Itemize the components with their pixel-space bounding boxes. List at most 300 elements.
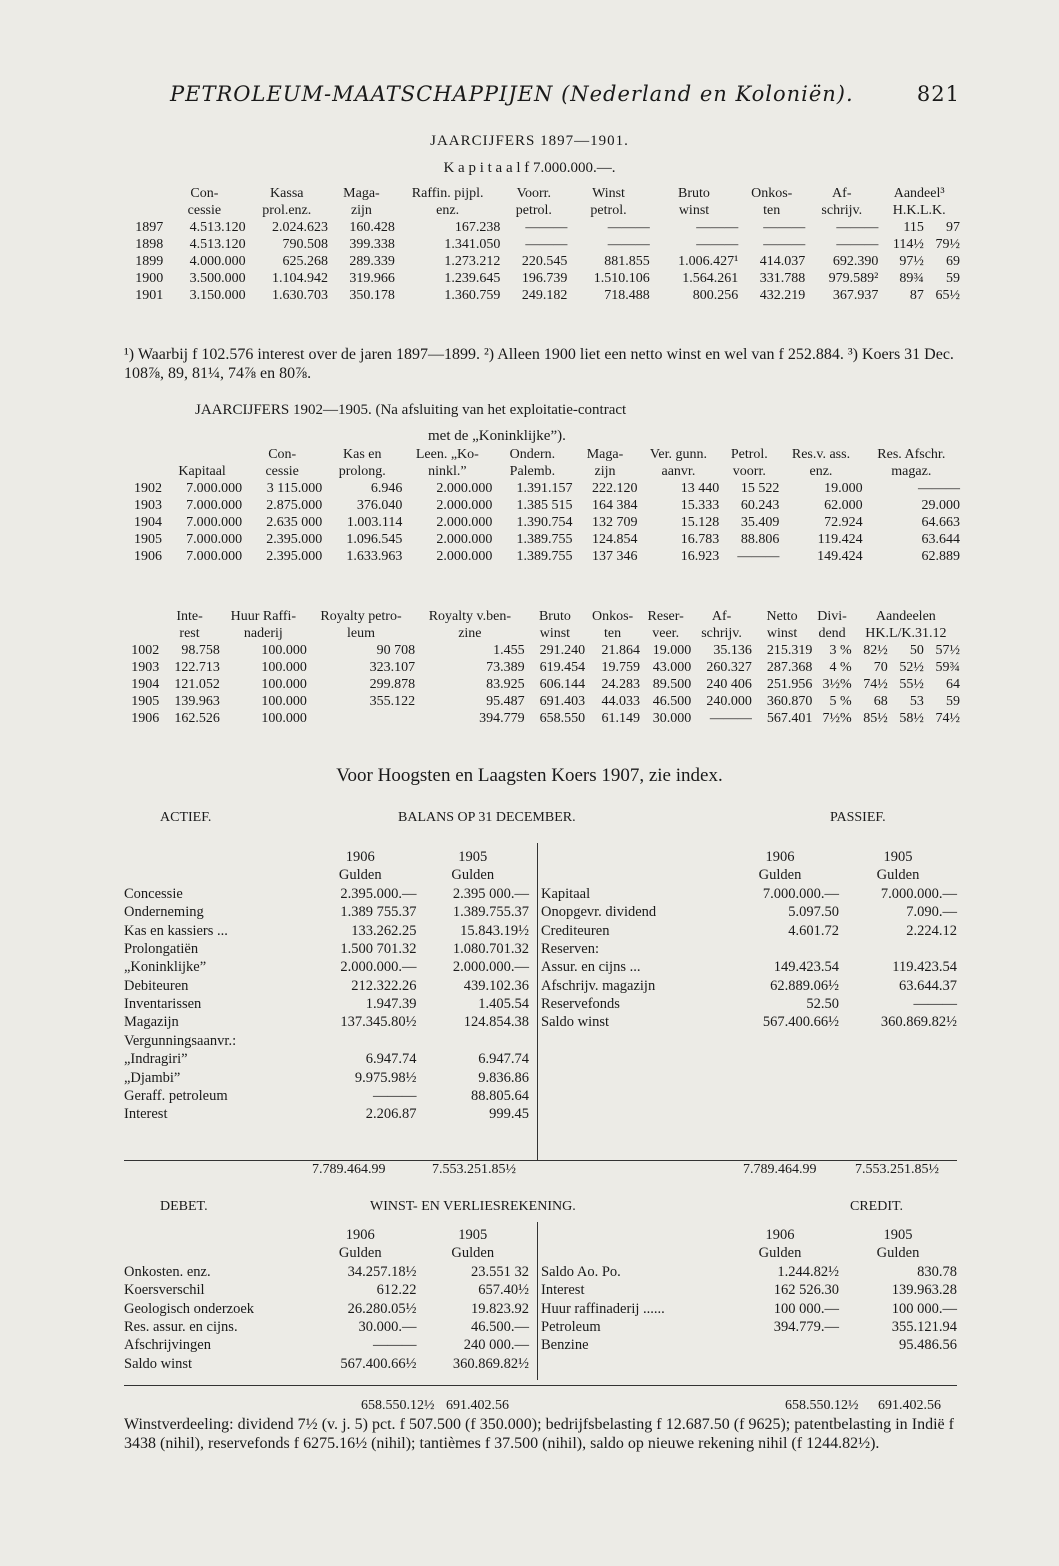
table-cell: 2.000.000 [436, 548, 493, 564]
table-cell: 55½ [899, 676, 924, 692]
table-cell: 162 526.30 [773, 1282, 839, 1299]
table-cell: Magazijn [124, 1014, 179, 1031]
table-cell: 658.550 [539, 710, 586, 726]
table-cell: Huur Raffi- [230, 608, 297, 624]
ledger-row [541, 903, 957, 921]
table-cell [124, 866, 304, 884]
section1-note: ¹) Waarbij f 102.576 interest over de jaren 1897—1899. ²) Alleen 1900 liet een netto winst en wel van f 252.884. ³) Koers 31 Dec. 108⅞, 89, 81¼, 74⅞ en 80⅞. [124, 346, 954, 382]
table-cell [541, 866, 721, 884]
table-cell: 691.403 [539, 693, 586, 709]
table-cell: 160.428 [349, 219, 395, 235]
table-cell: Bruto [678, 185, 710, 201]
ledger-header-row [541, 1226, 957, 1244]
table-cell: zijn [350, 202, 372, 218]
table-cell: 7.000.000 [186, 514, 243, 530]
table-cell: 399.338 [349, 236, 395, 252]
table-cell: 1.389 755.37 [340, 904, 417, 921]
table-cell: Gulden [758, 867, 802, 884]
table-cell: 137.345.80½ [340, 1014, 417, 1031]
table-cell: 299.878 [369, 676, 416, 692]
table-cell [721, 940, 839, 958]
ledger-row [541, 995, 957, 1013]
table-cell: 95.486.56 [899, 1337, 957, 1354]
table-cell: 2.000.000 [436, 531, 493, 547]
table-cell: 59 [946, 270, 960, 286]
table-cell [541, 1244, 721, 1262]
table-cell: aanvr. [661, 463, 696, 479]
table-cell: 196.739 [521, 270, 568, 286]
table-cell: 360.869.82½ [880, 1014, 957, 1031]
table-cell: 15.128 [680, 514, 720, 530]
table-cell: 115 [903, 219, 924, 235]
table-cell: 100.000 [261, 642, 307, 658]
table-cell: 289.339 [349, 253, 395, 269]
table-cell: 1906 [134, 548, 163, 564]
table-cell: 132 709 [592, 514, 638, 530]
table-cell: rest [179, 625, 200, 641]
table-cell: 360.870 [766, 693, 813, 709]
table-cell: Maga- [586, 446, 624, 462]
table-cell: 1.006.427¹ [678, 253, 739, 269]
table-cell: 260.327 [706, 659, 752, 675]
table-cell: 5.097.50 [788, 904, 839, 921]
table-cell: 240 406 [706, 676, 752, 692]
ledger-row [124, 1014, 529, 1032]
ledger-row [124, 995, 529, 1013]
table-cell: 19.000 [652, 642, 692, 658]
table-cell: 1899 [135, 253, 164, 269]
table-cell: Palemb. [509, 463, 556, 479]
balans-actief-table [124, 848, 529, 1124]
table-cell: Voorr. [516, 185, 552, 201]
table-cell: Koersverschil [124, 1282, 205, 1299]
table-cell: 122.713 [174, 659, 220, 675]
table-cell: Aandeelen [875, 608, 936, 624]
table-cell: 89¾ [899, 270, 924, 286]
table-row [122, 270, 960, 287]
table-cell: 1.510.106 [593, 270, 650, 286]
table-cell: Winst [592, 185, 625, 201]
table-cell: Maga- [343, 185, 380, 201]
table-cell [122, 608, 159, 625]
ledger-row [124, 1263, 529, 1281]
table-cell [839, 940, 957, 958]
table-cell: 62.889 [921, 548, 960, 564]
table-cell: 46.500.— [471, 1318, 529, 1335]
table-cell: veer. [652, 625, 680, 641]
table-cell: 350.178 [349, 287, 395, 303]
balans-total-right-1905: 7.553.251.85½ [855, 1162, 939, 1177]
page-number: 821 [916, 82, 960, 106]
table-cell: Gulden [451, 1245, 495, 1262]
table-cell: Kapitaal [178, 463, 226, 479]
table-cell: 1.003.114 [346, 514, 403, 530]
table-cell: ——— [836, 219, 879, 235]
table-cell: 1.391.157 [516, 480, 573, 496]
table-cell [122, 446, 162, 463]
table-cell: Interest [541, 1282, 585, 1299]
balans-passief-table [541, 848, 957, 1032]
table-cell: 790.508 [282, 236, 328, 252]
table-cell: 15.333 [680, 497, 720, 513]
table-cell [124, 1244, 304, 1262]
table-cell: 1905 [134, 531, 163, 547]
table-cell: 133.262.25 [351, 922, 417, 939]
table-cell: 72.924 [824, 514, 863, 530]
table-cell: 52.50 [806, 996, 839, 1013]
table-cell: magaz. [891, 463, 932, 479]
page-header [170, 82, 960, 106]
table-cell: 4.513.120 [189, 236, 246, 252]
table-cell: 43.000 [652, 659, 692, 675]
table-cell: Vergunningsaanvr.: [124, 1032, 237, 1049]
table-cell: 1002 [131, 642, 160, 658]
table-cell: Afschrijvingen [124, 1337, 211, 1354]
winst-total-left-1905: 691.402.56 [446, 1398, 509, 1413]
table-cell: Benzine [541, 1337, 589, 1354]
table-cell: Geraff. petroleum [124, 1088, 228, 1105]
header-subtitle: (Nederland en Koloniën). [561, 82, 854, 106]
table-cell: 100 000.— [891, 1300, 957, 1317]
table-cell: 100.000 [261, 710, 307, 726]
table-cell: 367.937 [832, 287, 879, 303]
table-cell: 16.923 [680, 548, 720, 564]
table-cell: Debiteuren [124, 977, 189, 994]
winst-total-right-1905: 691.402.56 [878, 1398, 941, 1413]
table-cell: Petrol. [730, 446, 768, 462]
table-cell [304, 1032, 417, 1050]
table-cell: 1.104.942 [271, 270, 328, 286]
table-cell: 100.000 [261, 659, 307, 675]
table-cell: 1901 [135, 287, 164, 303]
table-cell: Af- [711, 608, 732, 624]
table-cell: 2.000.000.— [340, 959, 417, 976]
ledger-row [124, 1032, 529, 1050]
table-cell: 44.033 [601, 693, 641, 709]
ledger-row [124, 903, 529, 921]
table-header-row [122, 185, 960, 202]
table-row [122, 514, 960, 531]
header-title: PETROLEUM-MAATSCHAPPIJEN [170, 82, 554, 106]
table-cell: Af- [832, 185, 852, 201]
table-cell: 999.45 [489, 1106, 529, 1123]
table-cell: 82½ [863, 642, 888, 658]
table-cell: naderij [243, 625, 283, 641]
table-cell: 139.963 [174, 693, 220, 709]
table-row [122, 531, 960, 548]
table-cell: schrijv. [821, 202, 863, 218]
table-cell: 1903 [134, 497, 163, 513]
table-cell: 1904 [131, 676, 160, 692]
table-cell: 21.864 [601, 642, 641, 658]
table-cell: 881.855 [604, 253, 650, 269]
ledger-row [541, 1300, 957, 1318]
table-cell: 26.280.05½ [347, 1300, 417, 1317]
table-cell: Reservefonds [541, 996, 620, 1013]
table-cell: 58½ [899, 710, 924, 726]
table-cell: 222.120 [592, 480, 638, 496]
table-cell: 15 522 [740, 480, 780, 496]
table-cell: 3½% [822, 676, 852, 692]
table-cell: 1903 [131, 659, 160, 675]
balans-total-right-1906: 7.789.464.99 [743, 1162, 817, 1177]
table-cell: 2.395 000.— [452, 885, 529, 902]
table-cell: 69 [946, 253, 960, 269]
table-cell: 1.360.759 [444, 287, 501, 303]
table-cell: 35.136 [713, 642, 752, 658]
table-cell: ten [763, 202, 781, 218]
table-cell: 167.238 [454, 219, 501, 235]
table-cell: „Djambi” [124, 1069, 181, 1086]
table-cell: 1.389.755 [516, 531, 573, 547]
table-cell: 7.000.000.— [880, 885, 957, 902]
ledger-row [124, 922, 529, 940]
table-cell: 73.389 [486, 659, 525, 675]
section2-footer: Voor Hoogsten en Laagsten Koers 1907, zie index. [336, 765, 723, 786]
table-cell: Saldo winst [541, 1014, 610, 1031]
table-cell: 7.000.000 [186, 497, 243, 513]
table-cell: 162.526 [174, 710, 220, 726]
table-cell: Gulden [876, 1245, 920, 1262]
table-cell: 100.000 [261, 676, 307, 692]
table-cell: Kassa [270, 185, 304, 201]
table-row [122, 219, 960, 236]
table-cell: Raffin. pijpl. [411, 185, 484, 201]
table-cell: 1900 [135, 270, 164, 286]
table-cell: Gulden [451, 867, 495, 884]
table-row [122, 710, 960, 727]
table-cell: 1905 [458, 848, 488, 865]
table-cell: 331.788 [759, 270, 806, 286]
table-cell: 6.947.74 [365, 1051, 417, 1068]
table-row [122, 659, 960, 676]
winst-divider [537, 1222, 538, 1380]
table-cell: 1.564.261 [682, 270, 739, 286]
ledger-row [124, 1050, 529, 1068]
table-cell: 100 000.— [773, 1300, 839, 1317]
table-cell: 567.400.66½ [340, 1355, 417, 1372]
table-cell: 394.779.— [773, 1318, 839, 1335]
table-cell: winst [678, 202, 710, 218]
table-cell: Royalty petro- [320, 608, 402, 624]
table-cell: 4.601.72 [788, 922, 839, 939]
table-cell: ——— [607, 219, 650, 235]
table-cell: 85½ [863, 710, 888, 726]
table-cell [122, 625, 159, 642]
table-cell: 220.545 [521, 253, 568, 269]
table-cell: ten [604, 625, 622, 641]
ledger-row [124, 1069, 529, 1087]
table-cell: ——— [763, 236, 806, 252]
table-cell: 376.040 [356, 497, 403, 513]
ledger-header-row [124, 1226, 529, 1244]
table-cell [124, 1226, 304, 1244]
balans-total-left-1906: 7.789.464.99 [312, 1162, 386, 1177]
table-cell: 9.836.86 [478, 1069, 529, 1086]
table-cell: 35.409 [740, 514, 780, 530]
table-cell: 567.400.66½ [762, 1014, 839, 1031]
table-cell: 4.513.120 [189, 219, 246, 235]
table-header-row [122, 202, 960, 219]
ledger-row [124, 1281, 529, 1299]
table-cell: 360.869.82½ [452, 1355, 529, 1372]
balans-total-rule [124, 1160, 957, 1161]
table-cell [122, 202, 163, 219]
table-cell: 6.946 [370, 480, 403, 496]
table-cell: 137 346 [592, 548, 638, 564]
table-cell: HK.L/K.31.12 [865, 625, 947, 641]
table-cell: 1.341.050 [444, 236, 501, 252]
table-cell: „Koninklijke” [124, 959, 207, 976]
table-cell: cessie [265, 463, 299, 479]
table-cell: Aandeel³ [893, 185, 945, 201]
table-cell: 121.052 [174, 676, 220, 692]
table-cell: dend [818, 625, 846, 641]
table-cell: 355.122 [369, 693, 416, 709]
table-cell: zijn [594, 463, 616, 479]
table-cell: 1.239.645 [444, 270, 501, 286]
table-cell: 1906 [765, 848, 795, 865]
table-cell: 2.000.000 [436, 480, 493, 496]
table-cell: 249.182 [521, 287, 568, 303]
table-cell: 1.096.545 [346, 531, 403, 547]
table-cell: zine [458, 625, 482, 641]
ledger-header-row [541, 866, 957, 884]
ledger-row [124, 940, 529, 958]
table-cell: 149.423.54 [773, 959, 839, 976]
table-cell [307, 710, 415, 727]
table-cell: winst [766, 625, 798, 641]
table-cell: 1897 [135, 219, 164, 235]
table-cell: ——— [918, 480, 960, 496]
table-cell: Res.v. ass. [791, 446, 851, 462]
table-cell: 98.758 [181, 642, 220, 658]
table-cell: Afschrijv. magazijn [541, 977, 656, 994]
table-cell: 16.783 [680, 531, 720, 547]
winst-title: WINST- EN VERLIESREKENING. [370, 1199, 576, 1214]
table-cell: schrijv. [701, 625, 742, 641]
table-header-row [122, 463, 960, 480]
table-cell: 1.405.54 [478, 996, 529, 1013]
table-cell: 1905 [131, 693, 160, 709]
table-cell: 164 384 [592, 497, 638, 513]
winst-credit-table [541, 1226, 957, 1355]
table-cell: 90 708 [376, 642, 416, 658]
table-cell: leum [347, 625, 375, 641]
table-cell: 4.000.000 [189, 253, 246, 269]
table-cell: ——— [525, 236, 568, 252]
ledger-row [541, 1014, 957, 1032]
balans-right-label: PASSIEF. [830, 810, 886, 825]
ledger-row [541, 977, 957, 995]
table-cell: 83.925 [486, 676, 525, 692]
table-cell: voorr. [732, 463, 766, 479]
table-cell: 1906 [345, 1226, 375, 1243]
table-cell [162, 446, 242, 463]
table-cell: 89.500 [652, 676, 692, 692]
table-cell: cessie [187, 202, 222, 218]
table-cell: 414.037 [759, 253, 806, 269]
table-cell: ——— [836, 236, 879, 252]
table-cell: Reserven: [541, 940, 599, 957]
table-cell: 212.322.26 [351, 977, 417, 994]
table-cell: 124.854.38 [463, 1014, 529, 1031]
table-cell: 139.963.28 [891, 1282, 957, 1299]
table-cell: 2.206.87 [365, 1106, 417, 1123]
table-cell: enz. [809, 463, 833, 479]
table-cell: 95.487 [486, 693, 525, 709]
section1-kapitaal: K a p i t a a l f 7.000.000.—. [443, 160, 616, 176]
table-cell: 70 [873, 659, 888, 675]
table-cell: ——— [737, 548, 780, 564]
ledger-row [124, 1105, 529, 1123]
table-cell: 1905 [458, 1226, 488, 1243]
table-cell: Gulden [338, 867, 382, 884]
table-cell: 19.000 [824, 480, 863, 496]
ledger-row [124, 977, 529, 995]
balans-total-left-1905: 7.553.251.85½ [432, 1162, 516, 1177]
table-cell: Kapitaal [541, 885, 591, 902]
table-cell: ——— [373, 1337, 417, 1354]
table-cell: 87 [909, 287, 924, 303]
ledger-header-row [124, 1244, 529, 1262]
table-cell: 2.024.623 [271, 219, 328, 235]
table-cell: Ondern. [509, 446, 556, 462]
table-cell: 3.150.000 [189, 287, 246, 303]
table-cell: 2.000.000 [436, 497, 493, 513]
table-cell: 114½ [892, 236, 924, 252]
table-cell: 13 440 [680, 480, 720, 496]
table-cell: Royalty v.ben- [428, 608, 511, 624]
table-cell: 15.843.19½ [460, 922, 529, 939]
table-cell: 4 % [829, 659, 852, 675]
table-cell: 1.455 [493, 642, 525, 658]
table-cell: 7½% [822, 710, 852, 726]
balans-left-label: ACTIEF. [160, 810, 212, 825]
table-cell: ——— [525, 219, 568, 235]
table-cell: 287.368 [766, 659, 813, 675]
table-cell: 800.256 [692, 287, 739, 303]
table-cell: ——— [373, 1088, 417, 1105]
table-cell: 1.385 515 [516, 497, 573, 513]
ledger-row [124, 1336, 529, 1354]
table-cell [122, 463, 162, 480]
table-cell: 1906 [345, 848, 375, 865]
table-cell: 63.644.37 [899, 977, 957, 994]
table-cell: 432.219 [759, 287, 806, 303]
table-cell [541, 1226, 721, 1244]
table-cell: 50 [909, 642, 924, 658]
winst-left-label: DEBET. [160, 1199, 208, 1214]
table-cell: 88.806 [740, 531, 780, 547]
table-cell: Petroleum [541, 1318, 601, 1335]
table-cell: 1898 [135, 236, 164, 252]
table-cell: 2.875.000 [266, 497, 323, 513]
table-cell: petrol. [515, 202, 552, 218]
table-cell [122, 185, 163, 202]
table-cell [541, 848, 721, 866]
table-cell: Kas en kassiers ... [124, 922, 228, 939]
section1-title: JAARCIJFERS 1897—1901. [430, 133, 629, 149]
table-cell: ninkl.” [428, 463, 467, 479]
balans-title: BALANS OP 31 DECEMBER. [398, 810, 576, 825]
table-cell: Gulden [758, 1245, 802, 1262]
table-cell: Geologisch onderzoek [124, 1300, 255, 1317]
ledger-row [541, 940, 957, 958]
table-cell: Res. Afschr. [877, 446, 946, 462]
table-cell: ——— [607, 236, 650, 252]
table-cell: 29.000 [921, 497, 960, 513]
